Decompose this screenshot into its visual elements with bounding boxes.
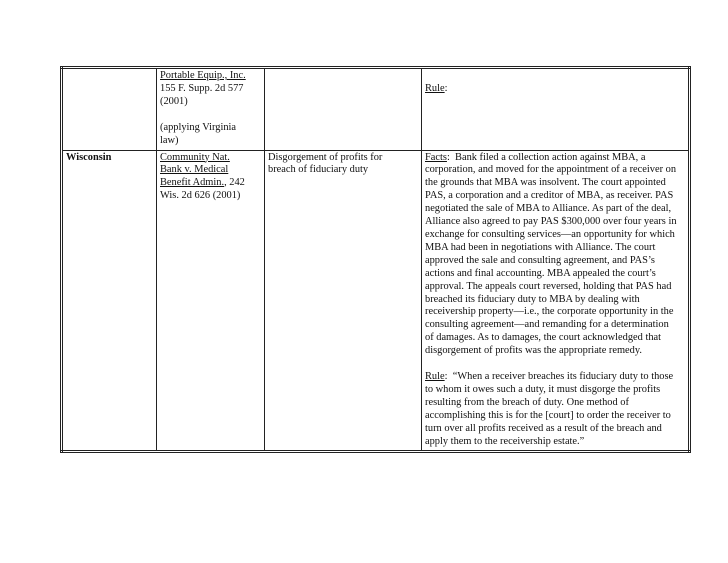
case-name-line: Benefit Admin. (160, 177, 225, 189)
facts-line: approved the sale and consulting agreement, and PAS’s (425, 254, 655, 266)
rule-line: accomplishing this is for the [court] to order the receiver to (425, 409, 671, 421)
state-name: Wisconsin (66, 151, 112, 163)
facts-line: disgorgement of profits was the appropriate remedy. (425, 345, 642, 357)
remedy-cell (265, 68, 422, 151)
case-citation-line: 155 F. Supp. 2d 577 (160, 82, 244, 94)
facts-line: actions and final accounting. MBA appealed the court’s (425, 267, 656, 279)
case-cell: Community Nat. Bank v. Medical Benefit Admin., 242 Wis. 2d 626 (2001) (157, 150, 265, 452)
rule-label: Rule (425, 371, 445, 383)
table-row (62, 68, 690, 151)
facts-paragraph: Facts: Bank filed a collection action against MBA, a corporation, and moved for the appointment of a receiver on the grounds that MBA was insolvent. The court appointed PAS, a corporation and a creditor of MBA, as receiver. PAS negotiated the sale of MBA to Alliance. As part of the deal, Alliance also agreed to pay PAS $300,000 over four years in exchange for consulting services—an opportunity for which MBA had been in negotiations with Alliance. The court approved the sale and consulting agreement, and PAS’s actions and final accounting. MBA appealed the court’s approval. The appeals court reversed, holding that PAS had breached its fiduciary duty to MBA by dealing with receivership property—i.e., the corporate opportunity in the consulting agreement—and remanding for a determination of damages. As to damages, the court acknowledged that disgorgement of profits was the appropriate remedy. (425, 152, 685, 359)
state-cell (62, 150, 157, 452)
case-name-line: Community Nat. (160, 151, 230, 163)
case-citation-tail: 242 (226, 177, 245, 189)
rule-line: resulting from the breach of duty. One method of (425, 396, 629, 408)
facts-line: approval. The appeals court reversed, holding that PAS had (425, 280, 672, 292)
facts-label: Facts (425, 151, 447, 163)
facts-line: breached its fiduciary duty to MBA by dealing with (425, 293, 640, 305)
rule-line: turn over all profits received as a result of the breach and (425, 422, 662, 434)
state-cell (62, 68, 157, 151)
case-note-line: (applying Virginia (160, 121, 237, 133)
remedy-line: breach of fiduciary duty (268, 164, 369, 176)
facts-line: receivership property—i.e., the corporate opportunity in the (425, 306, 674, 318)
remedy-line: Disgorgement of profits for (268, 151, 383, 163)
case-note-line: law) (160, 134, 179, 146)
facts-line: negotiated the sale of MBA to Alliance. As part of the deal, (425, 203, 672, 215)
case-citation-line: Wis. 2d 626 (2001) (160, 190, 241, 202)
facts-line: Alliance also agreed to pay PAS $300,000 over four years in (425, 216, 677, 228)
facts-line: PAS, a corporation and a creditor of MBA, as receiver. PAS (425, 190, 674, 202)
facts-line: Bank filed a collection action against MBA, a (455, 151, 646, 163)
remedy-cell (265, 150, 422, 452)
case-citation-line: (2001) (160, 95, 188, 107)
case-cell (157, 68, 265, 151)
facts-line: exchange for consulting services—an opportunity for which (425, 228, 675, 240)
rule-line: to whom it owes such a duty, it must disgorge the profits (425, 383, 661, 395)
analysis-cell: Rule: (422, 68, 690, 151)
case-law-table (60, 66, 691, 453)
rule-line: “When a receiver breaches its fiduciary duty to those (452, 371, 674, 383)
analysis-cell (422, 150, 690, 452)
case-name-line: Bank v. Medical (160, 164, 229, 176)
table-row (62, 150, 690, 452)
facts-line: of damages. As to damages, the court acknowledged that (425, 332, 662, 344)
case-name: Portable Equip., Inc. (160, 70, 246, 81)
rule-line: apply them to the receivership estate.” (425, 435, 585, 447)
facts-line: corporation, and moved for the appointment of a receiver on (425, 164, 677, 176)
rule-label: Rule (425, 83, 445, 94)
facts-line: consulting agreement—and remanding for a determination (425, 319, 669, 331)
facts-line: MBA had been in negotiations with Alliance. The court (425, 241, 656, 253)
facts-line: the grounds that MBA was insolvent. The court appointed (425, 177, 666, 189)
rule-paragraph: Rule: “When a receiver breaches its fiduciary duty to those to whom it owes such a duty, it must disgorge the profits resulting from the breach of duty. One method of accomplishing this is for the [court] to order the receiver to turn over all profits received as a result of the breach and apply them to the receivership estate.” (425, 371, 685, 448)
